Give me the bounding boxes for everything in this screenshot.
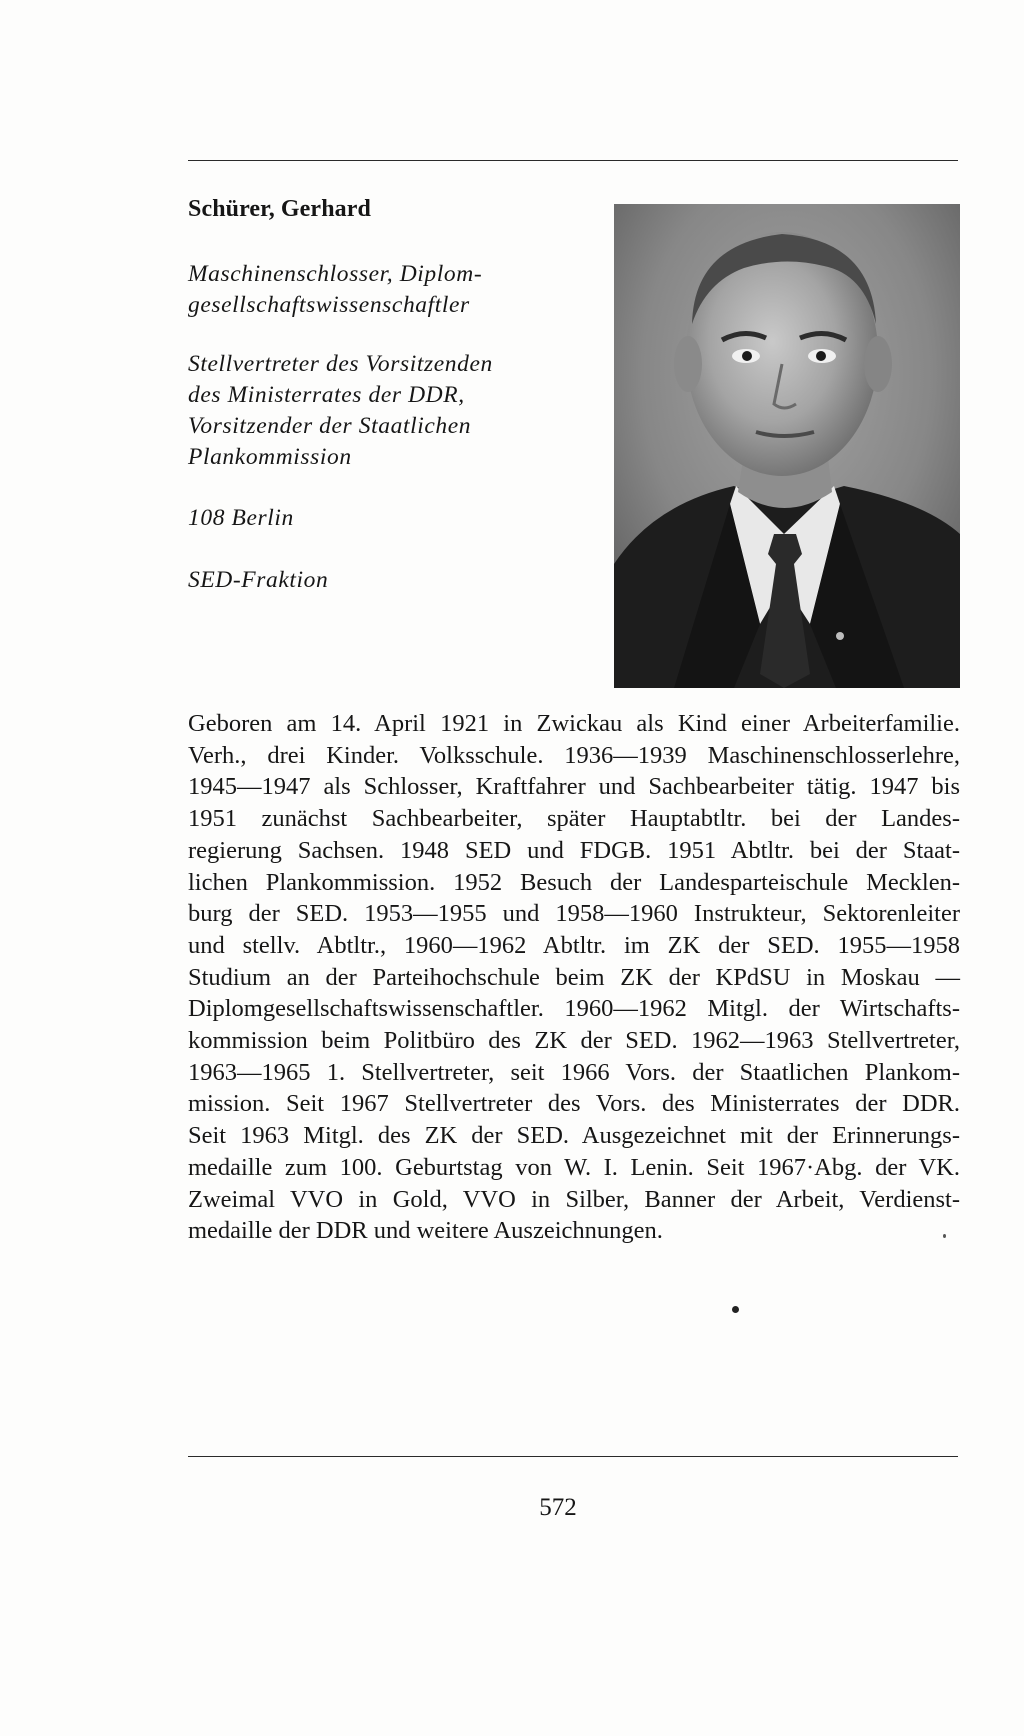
print-dot: [732, 1306, 739, 1313]
biography-line: kommission beim Politbüro des ZK der SED. 1962—1963 Stellvertreter,: [188, 1027, 960, 1055]
biography-line: Diplomgesellschaftswissenschaftler. 1960—1962 Mitgl. der Wirtschafts-: [188, 995, 960, 1023]
entry-name: Schürer, Gerhard: [188, 196, 371, 222]
biography-line: und stellv. Abtltr., 1960—1962 Abtltr. im ZK der SED. 1955—1958: [188, 931, 960, 959]
office-line: Stellvertreter des Vorsitzenden: [188, 351, 493, 377]
biography-line: mission. Seit 1967 Stellvertreter des Vors. des Ministerrates der DDR.: [188, 1090, 960, 1118]
biography-line: 1963—1965 1. Stellvertreter, seit 1966 Vors. der Staatlichen Plankom-: [188, 1058, 960, 1086]
biography-line: 1951 zunächst Sachbearbeiter, später Hauptabtltr. bei der Landes-: [188, 805, 960, 833]
parliamentary-faction: SED-Fraktion: [188, 567, 329, 593]
print-speck: [943, 1234, 946, 1238]
constituency-city: 108 Berlin: [188, 505, 294, 531]
biography: [188, 708, 960, 1247]
office-titles: [188, 349, 588, 473]
biography-line: Studium an der Parteihochschule beim ZK der KPdSU in Moskau —: [188, 963, 960, 991]
biography-line: Seit 1963 Mitgl. des ZK der SED. Ausgezeichnet mit der Erinnerungs-: [188, 1122, 960, 1150]
biography-line: Verh., drei Kinder. Volksschule. 1936—1939 Maschinenschlosserlehre,: [188, 741, 960, 769]
office-line: Vorsitzender der Staatlichen: [188, 413, 472, 439]
portrait-icon: [614, 204, 960, 688]
biography-line: regierung Sachsen. 1948 SED und FDGB. 1951 Abtltr. bei der Staat-: [188, 836, 960, 864]
biography-line: medaille zum 100. Geburtstag von W. I. Lenin. Seit 1967·Abg. der VK.: [188, 1153, 960, 1181]
profession-line: Maschinenschlosser, Diplom-: [188, 261, 483, 287]
bottom-rule: [188, 1456, 958, 1457]
profession: [188, 259, 588, 321]
office-line: des Ministerrates der DDR,: [188, 382, 465, 408]
profession-line: gesellschaftswissenschaftler: [188, 292, 470, 318]
office-line: Plankommission: [188, 444, 352, 470]
biography-line: Geboren am 14. April 1921 in Zwickau als Kind einer Arbeiterfamilie.: [188, 710, 960, 737]
top-rule: [188, 160, 958, 161]
biography-line: lichen Plankommission. 1952 Besuch der Landesparteischule Mecklen-: [188, 868, 960, 896]
biography-line: Zweimal VVO in Gold, VVO in Silber, Banner der Arbeit, Verdienst-: [188, 1185, 960, 1213]
page-number: 572: [539, 1494, 577, 1521]
portrait-photo: [614, 204, 960, 688]
biography-line: medaille der DDR und weitere Auszeichnungen.: [188, 1217, 663, 1245]
biography-line: 1945—1947 als Schlosser, Kraftfahrer und Sachbearbeiter tätig. 1947 bis: [188, 773, 960, 801]
biography-line: burg der SED. 1953—1955 und 1958—1960 Instrukteur, Sektorenleiter: [188, 900, 960, 928]
